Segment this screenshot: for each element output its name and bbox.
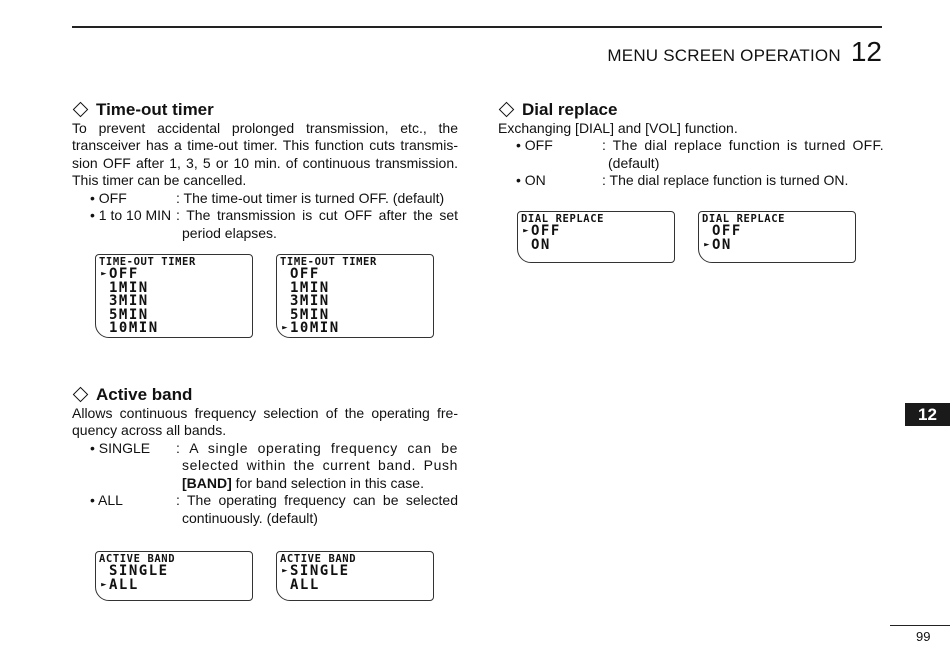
option-label: • SINGLE [90,439,151,456]
lcd-row-selected [277,322,433,336]
option-label: • ON [516,172,546,188]
lcd-row-text: OFF [531,223,561,239]
timeout-intro [72,120,458,190]
option-label: • 1 to 10 MIN [90,207,172,223]
lcd-active-band-single [276,551,434,601]
intro-line: Allows continuous frequency selection of the operating fre- [72,404,458,421]
lcd-row-text: 10MIN [290,320,340,336]
lcd-row [518,236,674,253]
dial-replace-intro: Exchanging [DIAL] and [VOL] function. [498,119,738,136]
lcd-row-text: SINGLE [109,563,169,579]
lcd-row [96,322,252,336]
option-desc [602,137,884,172]
lcd-timeout-10min [276,254,434,338]
desc-text: for band selection in this case. [231,474,424,491]
bottom-rule [890,625,950,626]
active-band-intro [72,405,458,440]
chapter-number: 12 [850,36,882,67]
lcd-caption: DIAL REPLACE [521,213,605,225]
intro-line: This timer can be cancelled. [72,172,247,188]
option-on [498,172,884,190]
pointer-arrow-icon: ► [282,566,289,576]
option-all [72,492,458,527]
lcd-row-text: 5MIN [290,306,330,323]
lcd-caption: TIME-OUT TIMER [280,256,377,268]
diamond-icon [73,102,89,118]
option-label: • OFF [516,137,553,153]
lcd-row-text: 3MIN [109,293,149,309]
option-label: • OFF [90,189,127,206]
option-label: • ALL [90,492,123,508]
pointer-arrow-icon: ► [101,579,108,590]
desc-line: (default) [608,154,660,171]
top-rule [72,26,882,28]
lcd-row-text: 1MIN [109,279,149,296]
option-desc [176,492,458,527]
option-off [498,137,884,172]
intro-line: sion OFF after 1, 3, 5 or 10 min. of continuous transmission. [72,154,458,171]
page-number: 99 [916,629,931,644]
desc-line: period elapses. [182,224,277,241]
desc-line [176,475,458,493]
header-title: MENU SCREEN OPERATION [607,46,841,65]
lcd-dial-replace-off [517,211,675,263]
desc-line: : The operating frequency can be selected [176,492,458,508]
lcd-caption: DIAL REPLACE [702,213,786,225]
intro-line: quency across all bands. [72,422,227,438]
intro-line: To prevent accidental prolonged transmission, etc., the [72,119,458,136]
lcd-row-selected [96,576,252,593]
desc-line: : The dial replace function is turned OFF. [602,137,884,153]
lcd-row-text: ON [531,236,551,253]
dial-replace-title: Dial replace [522,100,618,119]
lcd-row-selected [699,236,855,253]
lcd-row-text: ALL [290,576,320,593]
option-single [72,440,458,493]
lcd-row-text: OFF [109,266,139,282]
diamond-icon [73,387,89,403]
dial-replace-heading [498,101,884,119]
lcd-caption: ACTIVE BAND [280,553,357,565]
pointer-arrow-icon: ► [282,323,289,333]
section-active-band [72,386,458,527]
lcd-row-text: 5MIN [109,306,149,323]
intro-line: transceiver has a time-out timer. This function cuts transmis- [72,137,458,153]
lcd-row-text: 10MIN [109,320,159,336]
lcd-row-text: SINGLE [290,563,350,579]
option-1-to-10 [72,207,458,242]
lcd-dial-replace-on [698,211,856,263]
desc-line: continuously. (default) [182,509,318,526]
lcd-row-text: OFF [290,266,320,282]
pointer-arrow-icon: ► [704,239,711,250]
option-desc: : The dial replace function is turned ON. [602,172,849,188]
option-desc [176,207,458,242]
desc-line: : A single operating frequency can be [176,439,458,456]
pointer-arrow-icon: ► [101,269,108,279]
lcd-row-text: ON [712,236,732,253]
diamond-icon [499,102,515,118]
option-desc [176,440,458,493]
timeout-title: Time-out timer [96,100,214,119]
timeout-heading [72,101,458,119]
chapter-side-tab: 12 [905,403,950,426]
lcd-row-text: 1MIN [290,279,330,296]
lcd-timeout-off [95,254,253,338]
option-off [72,190,458,208]
lcd-caption: ACTIVE BAND [99,553,176,565]
lcd-row-text: 3MIN [290,293,330,309]
active-band-title: Active band [96,385,193,404]
desc-line: : The transmission is cut OFF after the set [176,207,458,223]
page-header [607,36,882,68]
section-dial-replace [498,101,884,190]
lcd-row [277,576,433,593]
lcd-row-text: ALL [109,576,139,593]
active-band-heading [72,386,458,404]
desc-line: selected within the current band. Push [182,457,458,473]
section-timeout [72,101,458,242]
lcd-caption: TIME-OUT TIMER [99,256,196,268]
pointer-arrow-icon: ► [523,226,530,236]
band-key: [BAND] [182,474,232,491]
option-desc: : The time-out timer is turned OFF. (default) [176,189,445,206]
lcd-row-text: OFF [712,223,742,239]
lcd-active-band-all [95,551,253,601]
